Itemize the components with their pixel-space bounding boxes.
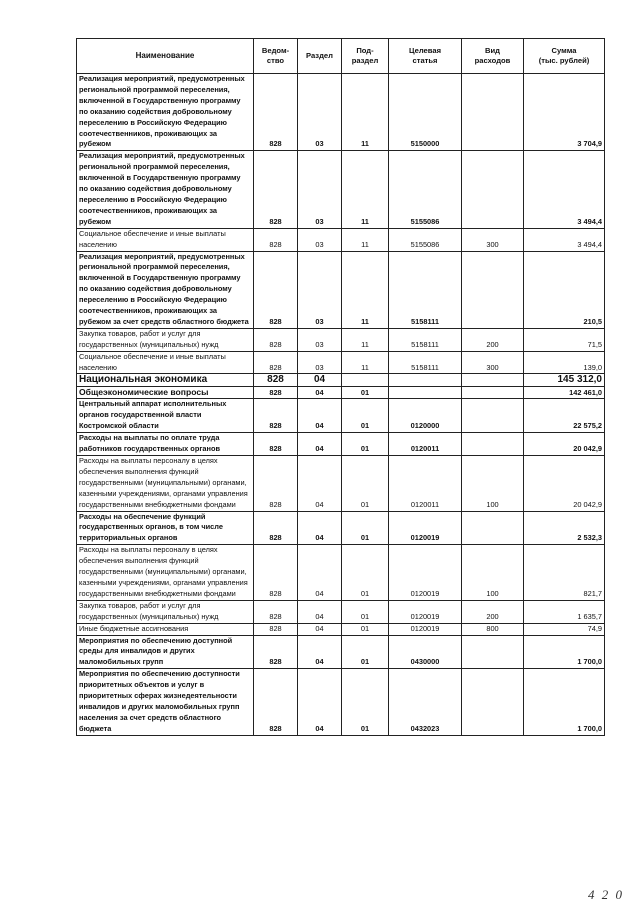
cell-sum: 139,0	[524, 351, 605, 374]
cell-type	[462, 511, 524, 545]
cell-type: 200	[462, 328, 524, 351]
table-row	[77, 374, 605, 387]
cell-sum: 20 042,9	[524, 456, 605, 512]
table-row	[77, 251, 605, 328]
cell-dept: 828	[254, 600, 298, 623]
cell-target: 0120011	[389, 456, 462, 512]
header-sum: Сумма (тыс. рублей)	[524, 39, 605, 74]
cell-target: 5158111	[389, 328, 462, 351]
cell-section: 04	[298, 623, 342, 635]
table-row	[77, 635, 605, 669]
cell-name: Национальная экономика	[77, 374, 254, 387]
table-body	[77, 74, 605, 736]
cell-sum: 1 700,0	[524, 669, 605, 735]
cell-type	[462, 433, 524, 456]
cell-subsection: 01	[342, 545, 389, 601]
cell-subsection: 01	[342, 433, 389, 456]
header-subsection: Под- раздел	[342, 39, 389, 74]
table-row	[77, 600, 605, 623]
cell-dept: 828	[254, 511, 298, 545]
cell-name: Мероприятия по обеспечению доступной среды для инвалидов и других маломобильных групп	[77, 635, 254, 669]
cell-type	[462, 669, 524, 735]
header-target: Целевая статья	[389, 39, 462, 74]
cell-target: 0120011	[389, 433, 462, 456]
cell-subsection: 01	[342, 456, 389, 512]
cell-type	[462, 151, 524, 228]
table-row	[77, 387, 605, 399]
cell-target: 5155086	[389, 151, 462, 228]
table-row	[77, 151, 605, 228]
cell-section: 04	[298, 374, 342, 387]
cell-target: 0120019	[389, 600, 462, 623]
cell-dept: 828	[254, 74, 298, 151]
table-row	[77, 399, 605, 433]
cell-target: 0120000	[389, 399, 462, 433]
cell-sum: 3 494,4	[524, 228, 605, 251]
cell-type	[462, 635, 524, 669]
cell-subsection: 11	[342, 74, 389, 151]
cell-sum: 71,5	[524, 328, 605, 351]
cell-sum: 3 704,9	[524, 74, 605, 151]
cell-name: Расходы на выплаты персоналу в целях обеспечения выполнения функций государственными (муниципальными) органами, казенными учреждениями, органами управления государственными внебюджетными фондами	[77, 545, 254, 601]
cell-target: 0430000	[389, 635, 462, 669]
cell-sum: 145 312,0	[524, 374, 605, 387]
header-section: Раздел	[298, 39, 342, 74]
header-type: Вид расходов	[462, 39, 524, 74]
cell-dept: 828	[254, 623, 298, 635]
cell-type	[462, 374, 524, 387]
table-row	[77, 328, 605, 351]
cell-dept: 828	[254, 228, 298, 251]
cell-target	[389, 374, 462, 387]
cell-subsection: 01	[342, 387, 389, 399]
cell-dept: 828	[254, 669, 298, 735]
cell-dept: 828	[254, 456, 298, 512]
cell-subsection: 01	[342, 511, 389, 545]
cell-type: 200	[462, 600, 524, 623]
cell-section: 04	[298, 399, 342, 433]
cell-target: 5158111	[389, 251, 462, 328]
cell-name: Расходы на обеспечение функций государственных органов, в том числе территориальных органов	[77, 511, 254, 545]
cell-type: 800	[462, 623, 524, 635]
cell-target: 5150000	[389, 74, 462, 151]
cell-sum: 821,7	[524, 545, 605, 601]
cell-section: 04	[298, 635, 342, 669]
cell-target: 0120019	[389, 511, 462, 545]
cell-subsection: 01	[342, 635, 389, 669]
cell-name: Реализация мероприятий, предусмотренных региональной программой переселения, включенной в Государственную программу по оказанию содействия добровольному переселению в Российскую Федерацию соотечественников, проживающих за рубежом	[77, 74, 254, 151]
cell-section: 04	[298, 669, 342, 735]
cell-target: 0120019	[389, 545, 462, 601]
cell-subsection: 11	[342, 351, 389, 374]
cell-sum: 3 494,4	[524, 151, 605, 228]
cell-section: 03	[298, 351, 342, 374]
cell-dept: 828	[254, 635, 298, 669]
table-row	[77, 456, 605, 512]
table-row	[77, 545, 605, 601]
budget-table	[76, 38, 605, 736]
cell-section: 04	[298, 456, 342, 512]
cell-subsection	[342, 374, 389, 387]
cell-subsection: 11	[342, 251, 389, 328]
cell-target: 0432023	[389, 669, 462, 735]
cell-type	[462, 74, 524, 151]
cell-section: 03	[298, 328, 342, 351]
table-row	[77, 74, 605, 151]
cell-type	[462, 387, 524, 399]
cell-dept: 828	[254, 351, 298, 374]
cell-name: Реализация мероприятий, предусмотренных региональной программой переселения, включенной в Государственную программу по оказанию содействия добровольному переселению в Российскую Федерацию соотечественников, проживающих за рубежом за счет средств областного бюджета	[77, 251, 254, 328]
cell-name: Расходы на выплаты персоналу в целях обеспечения выполнения функций государственными (муниципальными) органами, казенными учреждениями, органами управления государственными внебюджетными фондами	[77, 456, 254, 512]
cell-dept: 828	[254, 374, 298, 387]
cell-sum: 74,9	[524, 623, 605, 635]
cell-section: 04	[298, 433, 342, 456]
cell-target	[389, 387, 462, 399]
cell-type	[462, 251, 524, 328]
cell-sum: 22 575,2	[524, 399, 605, 433]
cell-name: Закупка товаров, работ и услуг для государственных (муниципальных) нужд	[77, 600, 254, 623]
cell-subsection: 11	[342, 328, 389, 351]
cell-target: 0120019	[389, 623, 462, 635]
cell-type: 100	[462, 456, 524, 512]
cell-section: 03	[298, 228, 342, 251]
cell-subsection: 01	[342, 600, 389, 623]
cell-name: Закупка товаров, работ и услуг для государственных (муниципальных) нужд	[77, 328, 254, 351]
budget-table-page	[76, 38, 604, 736]
cell-section: 03	[298, 74, 342, 151]
table-row	[77, 669, 605, 735]
cell-name: Реализация мероприятий, предусмотренных региональной программой переселения, включенной в Государственную программу по оказанию содействия добровольному переселению в Российскую Федерацию соотечественников, проживающих за рубежом	[77, 151, 254, 228]
cell-sum: 210,5	[524, 251, 605, 328]
cell-name: Социальное обеспечение и иные выплаты населению	[77, 228, 254, 251]
cell-name: Мероприятия по обеспечению доступности приоритетных объектов и услуг в приоритетных сферах жизнедеятельности инвалидов и других маломобильных групп населения за счет средств областного бюджета	[77, 669, 254, 735]
cell-target: 5158111	[389, 351, 462, 374]
cell-sum: 2 532,3	[524, 511, 605, 545]
table-header-row	[77, 39, 605, 74]
cell-subsection: 11	[342, 228, 389, 251]
cell-dept: 828	[254, 433, 298, 456]
cell-name: Расходы на выплаты по оплате труда работников государственных органов	[77, 433, 254, 456]
cell-dept: 828	[254, 251, 298, 328]
cell-sum: 1 635,7	[524, 600, 605, 623]
table-row	[77, 433, 605, 456]
cell-dept: 828	[254, 151, 298, 228]
cell-section: 04	[298, 545, 342, 601]
cell-sum: 142 461,0	[524, 387, 605, 399]
page-number: 4 2 0	[588, 887, 624, 902]
cell-name: Центральный аппарат исполнительных органов государственной власти Костромской области	[77, 399, 254, 433]
table-row	[77, 511, 605, 545]
header-name: Наименование	[77, 39, 254, 74]
header-dept: Ведом- ство	[254, 39, 298, 74]
cell-dept: 828	[254, 399, 298, 433]
table-row	[77, 228, 605, 251]
cell-dept: 828	[254, 328, 298, 351]
cell-dept: 828	[254, 545, 298, 601]
cell-section: 04	[298, 600, 342, 623]
cell-target: 5155086	[389, 228, 462, 251]
cell-section: 04	[298, 387, 342, 399]
cell-name: Иные бюджетные ассигнования	[77, 623, 254, 635]
table-row	[77, 623, 605, 635]
cell-subsection: 01	[342, 669, 389, 735]
cell-subsection: 01	[342, 399, 389, 433]
cell-section: 04	[298, 511, 342, 545]
cell-section: 03	[298, 251, 342, 328]
cell-section: 03	[298, 151, 342, 228]
table-row	[77, 351, 605, 374]
cell-sum: 1 700,0	[524, 635, 605, 669]
cell-sum: 20 042,9	[524, 433, 605, 456]
cell-type: 300	[462, 228, 524, 251]
cell-type: 100	[462, 545, 524, 601]
cell-dept: 828	[254, 387, 298, 399]
cell-type: 300	[462, 351, 524, 374]
cell-name: Социальное обеспечение и иные выплаты населению	[77, 351, 254, 374]
cell-subsection: 01	[342, 623, 389, 635]
cell-name: Общеэкономические вопросы	[77, 387, 254, 399]
cell-type	[462, 399, 524, 433]
cell-subsection: 11	[342, 151, 389, 228]
